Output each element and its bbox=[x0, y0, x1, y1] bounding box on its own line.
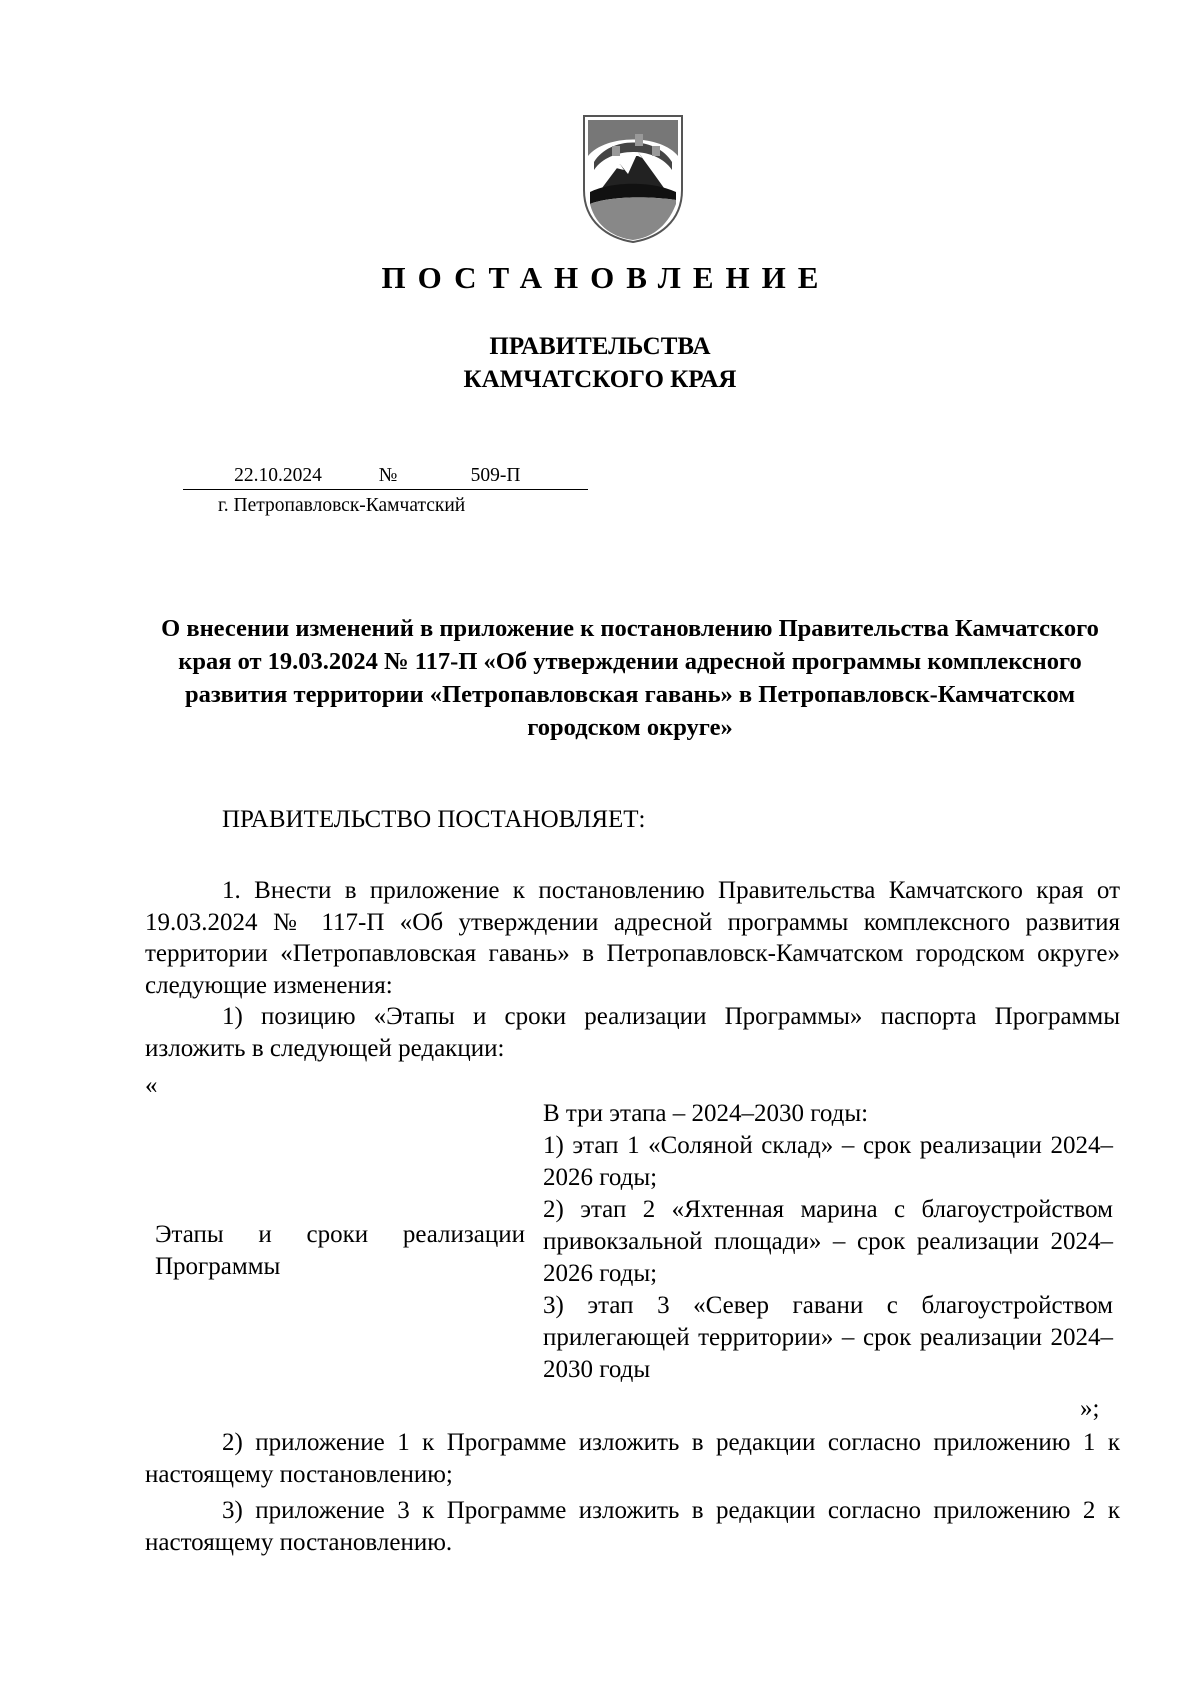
document-type: ПОСТАНОВЛЕНИЕ bbox=[381, 260, 831, 295]
passport-position-table bbox=[145, 1098, 1120, 1398]
closing-quote: »; bbox=[1080, 1395, 1100, 1422]
document-number: 509-П bbox=[403, 463, 588, 490]
stage-line: 3) этап 3 «Север гавани с благоустройством прилегающей территории» – срок реализации 2024–2030 годы bbox=[543, 1292, 1113, 1383]
paragraph-text: 2) приложение 1 к Программе изложить в редакции согласно приложению 1 к настоящему постановлению; bbox=[145, 1429, 1120, 1488]
paragraph-text: 3) приложение 3 к Программе изложить в редакции согласно приложению 2 к настоящему постановлению. bbox=[145, 1497, 1120, 1556]
paragraph-text: 1. Внести в приложение к постановлению Правительства Камчатского края от 19.03.2024 № 117-П «Об утверждении адресной программы комплексного развития территории «Петропавловская гавань» в Петропавловск-Камчатском городском округе» следующие изменения: bbox=[145, 877, 1120, 999]
stage-line: 2) этап 2 «Яхтенная марина с благоустройством привокзальной площади» – срок реализации 2024–2026 годы; bbox=[543, 1196, 1113, 1287]
kamchatka-coat-of-arms-icon bbox=[580, 112, 686, 244]
document-date: 22.10.2024 bbox=[183, 463, 373, 490]
issuing-authority bbox=[0, 330, 1200, 396]
document-requisites bbox=[183, 463, 583, 523]
subparagraph-2 bbox=[145, 1427, 1120, 1490]
decree-statement: ПРАВИТЕЛЬСТВО ПОСТАНОВЛЯЕТ: bbox=[222, 806, 646, 833]
position-name-cell: Этапы и сроки реализации Программы bbox=[155, 1221, 525, 1280]
authority-line: КАМЧАТСКОГО КРАЯ bbox=[463, 366, 737, 393]
number-sign: № bbox=[373, 463, 403, 490]
subparagraph-1: 1) позицию «Этапы и сроки реализации Программы» паспорта Программы изложить в следующей редакции: bbox=[145, 1003, 1120, 1062]
authority-line: ПРАВИТЕЛЬСТВА bbox=[489, 333, 711, 360]
opening-quote: « bbox=[145, 1072, 158, 1099]
document-subject: О внесении изменений в приложение к постановлению Правительства Камчатского края от 19.03.2024 № 117-П «Об утверждении адресной программы комплексного развития территории «Петропавловская гавань» в Петропавловск-Камчатском городском округе» bbox=[161, 615, 1099, 741]
place-of-issue: г. Петропавловск-Камчатский bbox=[218, 495, 466, 516]
stage-line: 1) этап 1 «Соляной склад» – срок реализации 2024–2026 годы; bbox=[543, 1132, 1113, 1191]
position-value-cell bbox=[543, 1098, 1113, 1386]
paragraph-1 bbox=[145, 875, 1120, 1064]
subparagraph-3 bbox=[145, 1495, 1120, 1558]
stage-line: В три этапа – 2024–2030 годы: bbox=[543, 1100, 869, 1127]
